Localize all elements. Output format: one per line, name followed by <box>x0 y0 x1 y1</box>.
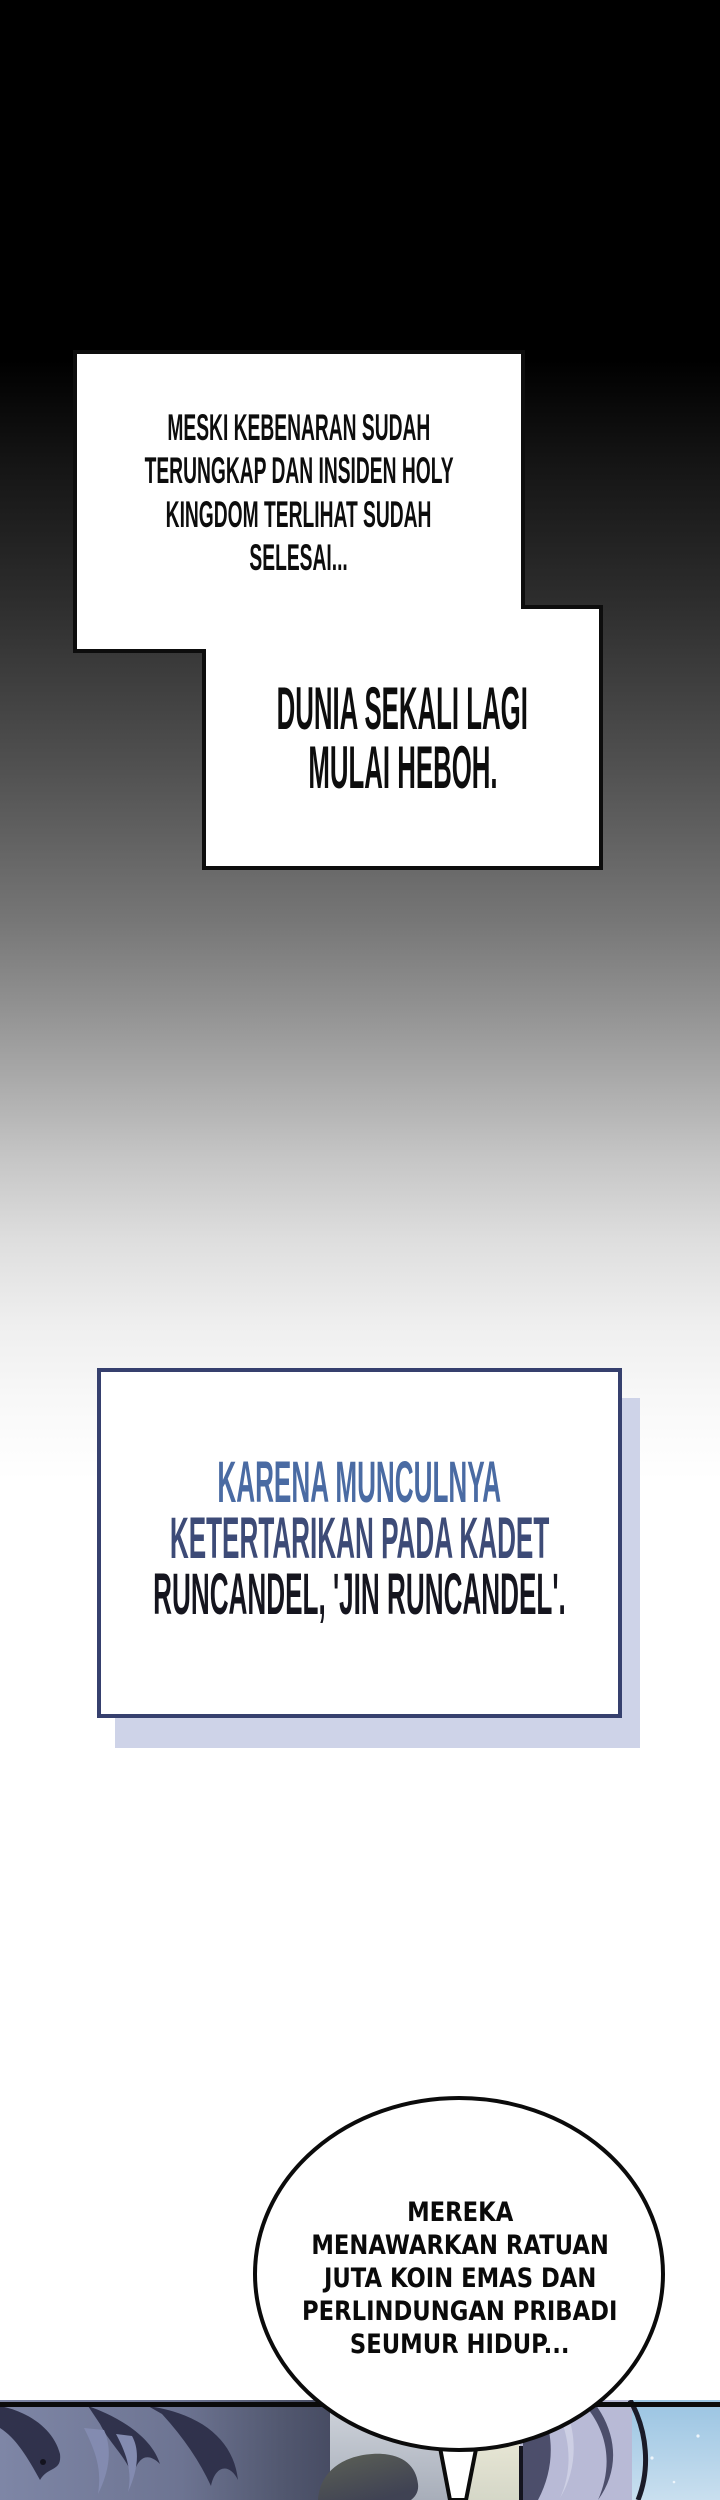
narration-line: SELESAI... <box>249 537 349 578</box>
narration-line: MULAI HEBOH. <box>307 733 498 801</box>
narration-line: KINGDOM TERLIHAT SUDAH <box>166 493 432 535</box>
narration-line: RUNCANDEL, 'JIN RUNCANDEL'. <box>153 1562 566 1627</box>
narration-line: TERUNGKAP DAN INSIDEN HOLY <box>144 450 454 491</box>
narration-line: KARENA MUNCULNYA <box>217 1450 502 1515</box>
narration-box-3 <box>97 1368 622 1718</box>
narration-box-1 <box>75 343 523 642</box>
bubble-line: MEREKA <box>406 2197 514 2228</box>
narration-box-2 <box>204 607 601 868</box>
narration-line: MESKI KEBENARAN SUDAH <box>167 406 431 448</box>
bubble-line: MENAWARKAN RATUAN <box>311 2230 609 2261</box>
speech-bubble-text <box>290 2196 630 2361</box>
bubble-line: PERLINDUNGAN PRIBADI <box>302 2296 618 2327</box>
narration-line: DUNIA SEKALI LAGI <box>276 674 529 742</box>
bubble-line: JUTA KOIN EMAS DAN <box>323 2263 597 2294</box>
bubble-line: SEUMUR HIDUP... <box>350 2329 570 2360</box>
narration-box-3-text <box>101 1368 618 1710</box>
narration-line: KETERTARIKAN PADA KADET <box>169 1506 550 1571</box>
